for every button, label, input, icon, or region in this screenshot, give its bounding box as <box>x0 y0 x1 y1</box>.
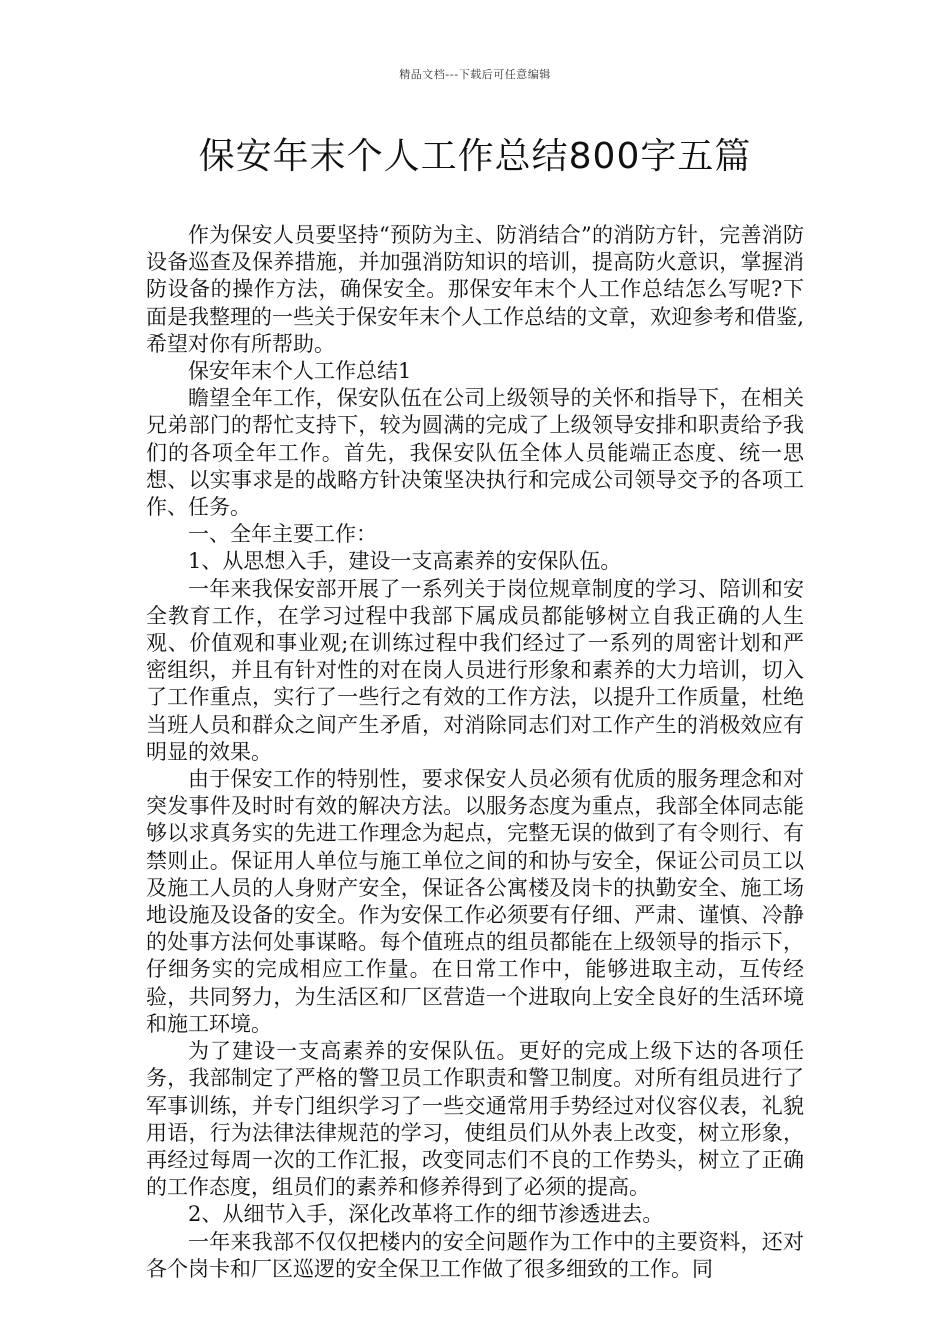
document-body <box>146 222 804 1283</box>
paragraph: 瞻望全年工作，保安队伍在公司上级领导的关怀和指导下，在相关兄弟部门的帮忙支持下，较为圆满的完成了上级领导安排和职责给予我们的各项全年工作。首先，我保安队伍全体人员能端正态度、统一思想、以实事求是的战略方针决策坚决执行和完成公司领导交予的各项工作、任务。 <box>146 386 804 520</box>
paragraph: 为了建设一支高素养的安保队伍。更好的完成上级下达的各项任务，我部制定了严格的警卫员工作职责和警卫制度。对所有组员进行了军事训练，并专门组织学习了一些交通常用手势经过对仪容仪表，礼貌用语，行为法律法律规范的学习，使组员们从外表上改变，树立形象，再经过每周一次的工作汇报，改变同志们不良的工作势头，树立了正确的工作态度，组员们的素养和修养得到了必须的提高。 <box>146 1039 804 1200</box>
paragraph: 由于保安工作的特别性，要求保安人员必须有优质的服务理念和对突发事件及时时有效的解决方法。以服务态度为重点，我部全体同志能够以求真务实的先进工作理念为起点，完整无误的做到了有令则行、有禁则止。保证用人单位与施工单位之间的和协与安全，保证公司员工以及施工人员的人身财产安全，保证各公寓楼及岗卡的执勤安全、施工场地设施及设备的安全。作为安保工作必须要有仔细、严肃、谨慎、冷静的处事方法何处事谋略。每个值班点的组员都能在上级领导的指示下，仔细务实的完成相应工作量。在日常工作中，能够进取主动，互传经验，共同努力，为生活区和厂区营造一个进取向上安全良好的生活环境和施工环境。 <box>146 767 804 1036</box>
document-title: 保安年末个人工作总结800字五篇 <box>198 136 752 177</box>
section-heading: 保安年末个人工作总结1 <box>188 359 412 384</box>
header-note: 精品文档---下载后可任意编辑 <box>399 68 551 81</box>
subsection-heading: 一、全年主要工作： <box>188 522 377 547</box>
item-heading: 1、从思想入手，建设一支高素养的安保队伍。 <box>188 549 622 574</box>
paragraph: 一年来我部不仅仅把楼内的安全问题作为工作中的主要资料，还对各个岗卡和厂区巡逻的安全保卫工作做了很多细致的工作。同 <box>146 1229 804 1281</box>
item-heading: 2、从细节入手，深化改革将工作的细节渗透进去。 <box>188 1202 664 1227</box>
paragraph: 一年来我保安部开展了一系列关于岗位规章制度的学习、陪训和安全教育工作，在学习过程中我部下属成员都能够树立自我正确的人生观、价值观和事业观;在训练过程中我们经过了一系列的周密计划和严密组织，并且有针对性的对在岗人员进行形象和素养的大力培训，切入了工作重点，实行了一些行之有效的工作方法，以提升工作质量，杜绝当班人员和群众之间产生矛盾，对消除同志们对工作产生的消极效应有明显的效果。 <box>146 576 804 764</box>
paragraph-intro: 作为保安人员要坚持“预防为主、防消结合”的消防方针，完善消防设备巡查及保养措施，并加强消防知识的培训，提高防火意识，掌握消防设备的操作方法，确保安全。那保安年末个人工作总结怎么写呢?下面是我整理的一些关于保安年末个人工作总结的文章，欢迎参考和借鉴,希望对你有所帮助。 <box>146 223 804 356</box>
